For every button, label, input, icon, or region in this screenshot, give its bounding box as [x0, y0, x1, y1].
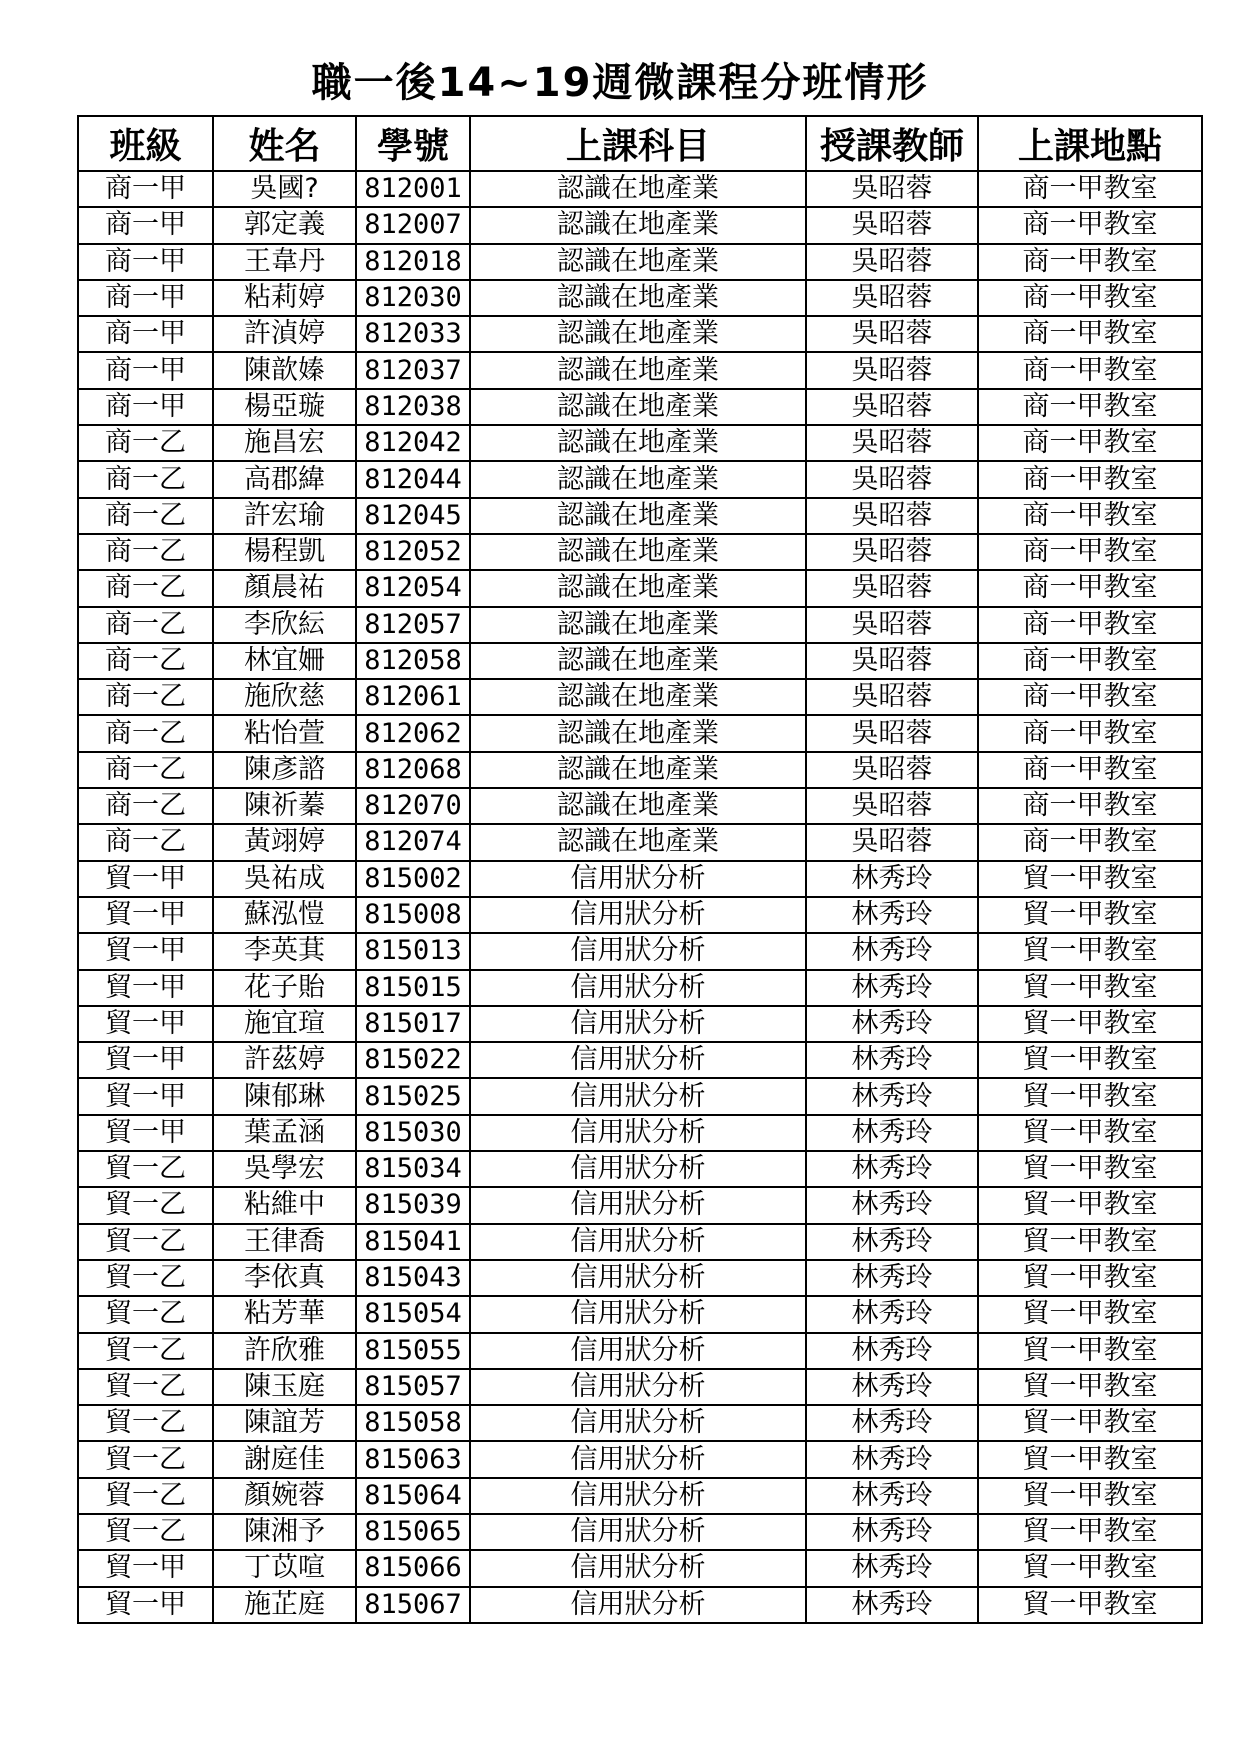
cell-student-id: 815043 [356, 1260, 470, 1296]
cell-subject: 認識在地產業 [470, 607, 806, 643]
cell-subject: 認識在地產業 [470, 352, 806, 388]
cell-student-id: 815065 [356, 1514, 470, 1550]
cell-teacher: 林秀玲 [806, 1514, 978, 1550]
cell-student-id: 815058 [356, 1405, 470, 1441]
cell-name: 王律喬 [213, 1224, 356, 1260]
cell-student-id: 815034 [356, 1151, 470, 1187]
cell-location: 商一甲教室 [978, 389, 1202, 425]
cell-class: 貿一甲 [78, 1115, 213, 1151]
cell-teacher: 林秀玲 [806, 1441, 978, 1477]
cell-location: 貿一甲教室 [978, 861, 1202, 897]
cell-class: 商一乙 [78, 788, 213, 824]
cell-subject: 信用狀分析 [470, 1587, 806, 1623]
table-row [78, 1333, 1202, 1369]
cell-teacher: 林秀玲 [806, 1187, 978, 1223]
cell-subject: 信用狀分析 [470, 1441, 806, 1477]
cell-location: 貿一甲教室 [978, 1187, 1202, 1223]
cell-location: 商一甲教室 [978, 643, 1202, 679]
cell-location: 貿一甲教室 [978, 1115, 1202, 1151]
cell-teacher: 林秀玲 [806, 1224, 978, 1260]
cell-subject: 認識在地產業 [470, 389, 806, 425]
cell-student-id: 815041 [356, 1224, 470, 1260]
cell-teacher: 林秀玲 [806, 970, 978, 1006]
cell-name: 許欣雅 [213, 1333, 356, 1369]
cell-student-id: 815030 [356, 1115, 470, 1151]
cell-teacher: 林秀玲 [806, 1078, 978, 1114]
table-row [78, 897, 1202, 933]
cell-location: 商一甲教室 [978, 244, 1202, 280]
cell-class: 商一甲 [78, 171, 213, 207]
cell-subject: 認識在地產業 [470, 280, 806, 316]
cell-student-id: 812037 [356, 352, 470, 388]
column-header-location: 上課地點 [978, 116, 1202, 171]
cell-subject: 認識在地產業 [470, 752, 806, 788]
cell-class: 貿一乙 [78, 1369, 213, 1405]
cell-class: 貿一甲 [78, 1006, 213, 1042]
table-row [78, 534, 1202, 570]
cell-class: 商一乙 [78, 824, 213, 860]
table-row [78, 1514, 1202, 1550]
cell-class: 貿一甲 [78, 1042, 213, 1078]
cell-class: 貿一甲 [78, 970, 213, 1006]
cell-class: 商一乙 [78, 607, 213, 643]
cell-class: 商一甲 [78, 244, 213, 280]
cell-location: 商一甲教室 [978, 679, 1202, 715]
cell-subject: 認識在地產業 [470, 643, 806, 679]
table-body [78, 171, 1202, 1623]
table-row [78, 1187, 1202, 1223]
table-row [78, 171, 1202, 207]
cell-class: 貿一乙 [78, 1151, 213, 1187]
cell-class: 貿一乙 [78, 1441, 213, 1477]
cell-student-id: 812030 [356, 280, 470, 316]
cell-location: 貿一甲教室 [978, 933, 1202, 969]
cell-teacher: 林秀玲 [806, 1296, 978, 1332]
cell-name: 楊亞璇 [213, 389, 356, 425]
table-row [78, 1151, 1202, 1187]
cell-teacher: 吳昭蓉 [806, 280, 978, 316]
cell-location: 商一甲教室 [978, 280, 1202, 316]
cell-teacher: 林秀玲 [806, 1260, 978, 1296]
cell-class: 商一乙 [78, 570, 213, 606]
cell-name: 許湞婷 [213, 316, 356, 352]
table-row [78, 1296, 1202, 1332]
table-row [78, 933, 1202, 969]
cell-name: 陳祈蓁 [213, 788, 356, 824]
cell-location: 商一甲教室 [978, 425, 1202, 461]
cell-name: 陳郁琳 [213, 1078, 356, 1114]
cell-name: 郭定義 [213, 207, 356, 243]
cell-location: 商一甲教室 [978, 824, 1202, 860]
cell-subject: 信用狀分析 [470, 1187, 806, 1223]
table-row [78, 1260, 1202, 1296]
cell-name: 李英萁 [213, 933, 356, 969]
cell-subject: 信用狀分析 [470, 861, 806, 897]
cell-name: 粘怡萱 [213, 715, 356, 751]
table-row [78, 425, 1202, 461]
cell-class: 商一乙 [78, 534, 213, 570]
cell-class: 貿一甲 [78, 933, 213, 969]
cell-location: 貿一甲教室 [978, 1441, 1202, 1477]
cell-location: 商一甲教室 [978, 715, 1202, 751]
table-row [78, 389, 1202, 425]
cell-teacher: 林秀玲 [806, 1042, 978, 1078]
table-row [78, 207, 1202, 243]
table-row [78, 352, 1202, 388]
table-row [78, 1478, 1202, 1514]
cell-class: 商一乙 [78, 643, 213, 679]
cell-location: 貿一甲教室 [978, 1296, 1202, 1332]
cell-student-id: 812038 [356, 389, 470, 425]
cell-location: 貿一甲教室 [978, 1587, 1202, 1623]
cell-student-id: 815055 [356, 1333, 470, 1369]
cell-location: 貿一甲教室 [978, 1405, 1202, 1441]
cell-location: 貿一甲教室 [978, 1369, 1202, 1405]
cell-location: 貿一甲教室 [978, 1042, 1202, 1078]
cell-name: 施芷庭 [213, 1587, 356, 1623]
table-row [78, 316, 1202, 352]
cell-teacher: 吳昭蓉 [806, 389, 978, 425]
cell-teacher: 吳昭蓉 [806, 207, 978, 243]
cell-teacher: 吳昭蓉 [806, 570, 978, 606]
cell-teacher: 吳昭蓉 [806, 824, 978, 860]
table-row [78, 607, 1202, 643]
cell-subject: 信用狀分析 [470, 897, 806, 933]
cell-student-id: 812052 [356, 534, 470, 570]
cell-subject: 信用狀分析 [470, 1478, 806, 1514]
cell-student-id: 812057 [356, 607, 470, 643]
cell-location: 貿一甲教室 [978, 1478, 1202, 1514]
table-row [78, 1078, 1202, 1114]
cell-name: 李欣紜 [213, 607, 356, 643]
table-row [78, 788, 1202, 824]
cell-name: 施宜瑄 [213, 1006, 356, 1042]
cell-student-id: 812062 [356, 715, 470, 751]
cell-subject: 信用狀分析 [470, 1078, 806, 1114]
cell-student-id: 815067 [356, 1587, 470, 1623]
table-row [78, 1006, 1202, 1042]
column-header-subject: 上課科目 [470, 116, 806, 171]
cell-name: 許宏瑜 [213, 498, 356, 534]
cell-name: 花子貽 [213, 970, 356, 1006]
cell-teacher: 吳昭蓉 [806, 643, 978, 679]
cell-name: 李依真 [213, 1260, 356, 1296]
cell-student-id: 812068 [356, 752, 470, 788]
table-row [78, 244, 1202, 280]
cell-teacher: 吳昭蓉 [806, 244, 978, 280]
cell-student-id: 815057 [356, 1369, 470, 1405]
cell-name: 陳玉庭 [213, 1369, 356, 1405]
cell-location: 貿一甲教室 [978, 1514, 1202, 1550]
cell-student-id: 812042 [356, 425, 470, 461]
cell-student-id: 812045 [356, 498, 470, 534]
cell-subject: 信用狀分析 [470, 1296, 806, 1332]
cell-class: 貿一乙 [78, 1260, 213, 1296]
table-row [78, 1441, 1202, 1477]
cell-class: 貿一甲 [78, 1078, 213, 1114]
cell-name: 葉孟涵 [213, 1115, 356, 1151]
cell-student-id: 815015 [356, 970, 470, 1006]
table-row [78, 1369, 1202, 1405]
cell-name: 陳歆嫀 [213, 352, 356, 388]
cell-student-id: 815017 [356, 1006, 470, 1042]
cell-class: 商一甲 [78, 280, 213, 316]
cell-student-id: 812001 [356, 171, 470, 207]
cell-name: 蘇泓愷 [213, 897, 356, 933]
table-row [78, 1405, 1202, 1441]
cell-name: 許茲婷 [213, 1042, 356, 1078]
column-header-teacher: 授課教師 [806, 116, 978, 171]
cell-location: 商一甲教室 [978, 607, 1202, 643]
cell-teacher: 林秀玲 [806, 1006, 978, 1042]
cell-name: 丁苡喧 [213, 1550, 356, 1586]
cell-teacher: 吳昭蓉 [806, 679, 978, 715]
cell-student-id: 812044 [356, 461, 470, 497]
table-row [78, 570, 1202, 606]
cell-location: 貿一甲教室 [978, 1078, 1202, 1114]
cell-subject: 認識在地產業 [470, 316, 806, 352]
cell-location: 貿一甲教室 [978, 1006, 1202, 1042]
cell-teacher: 林秀玲 [806, 1115, 978, 1151]
cell-subject: 認識在地產業 [470, 461, 806, 497]
cell-student-id: 815066 [356, 1550, 470, 1586]
cell-subject: 信用狀分析 [470, 1333, 806, 1369]
cell-location: 商一甲教室 [978, 352, 1202, 388]
cell-student-id: 815039 [356, 1187, 470, 1223]
table-row [78, 1550, 1202, 1586]
cell-student-id: 812018 [356, 244, 470, 280]
cell-student-id: 812033 [356, 316, 470, 352]
cell-subject: 信用狀分析 [470, 1514, 806, 1550]
cell-subject: 信用狀分析 [470, 970, 806, 1006]
cell-name: 陳彥諮 [213, 752, 356, 788]
cell-subject: 信用狀分析 [470, 1115, 806, 1151]
table-row [78, 824, 1202, 860]
cell-location: 貿一甲教室 [978, 1224, 1202, 1260]
cell-class: 商一乙 [78, 679, 213, 715]
cell-subject: 信用狀分析 [470, 1405, 806, 1441]
cell-class: 商一甲 [78, 389, 213, 425]
cell-teacher: 林秀玲 [806, 1405, 978, 1441]
table-row [78, 679, 1202, 715]
cell-subject: 認識在地產業 [470, 788, 806, 824]
cell-teacher: 吳昭蓉 [806, 752, 978, 788]
cell-student-id: 815063 [356, 1441, 470, 1477]
cell-class: 貿一乙 [78, 1514, 213, 1550]
cell-subject: 認識在地產業 [470, 679, 806, 715]
table-row [78, 1042, 1202, 1078]
cell-teacher: 林秀玲 [806, 1151, 978, 1187]
cell-name: 黃翊婷 [213, 824, 356, 860]
cell-student-id: 815054 [356, 1296, 470, 1332]
cell-class: 貿一甲 [78, 1587, 213, 1623]
table-row [78, 1587, 1202, 1623]
cell-class: 商一甲 [78, 207, 213, 243]
cell-subject: 信用狀分析 [470, 1151, 806, 1187]
cell-teacher: 吳昭蓉 [806, 607, 978, 643]
table-row [78, 280, 1202, 316]
cell-name: 粘莉婷 [213, 280, 356, 316]
table-row [78, 643, 1202, 679]
cell-location: 貿一甲教室 [978, 897, 1202, 933]
cell-name: 粘維中 [213, 1187, 356, 1223]
table-row [78, 498, 1202, 534]
cell-location: 商一甲教室 [978, 461, 1202, 497]
cell-subject: 信用狀分析 [470, 1260, 806, 1296]
cell-subject: 認識在地產業 [470, 171, 806, 207]
cell-class: 商一乙 [78, 498, 213, 534]
cell-name: 吳國? [213, 171, 356, 207]
table-row [78, 1115, 1202, 1151]
cell-class: 商一甲 [78, 316, 213, 352]
cell-location: 貿一甲教室 [978, 1260, 1202, 1296]
cell-student-id: 815008 [356, 897, 470, 933]
cell-subject: 認識在地產業 [470, 498, 806, 534]
cell-teacher: 林秀玲 [806, 1550, 978, 1586]
cell-class: 貿一乙 [78, 1333, 213, 1369]
cell-location: 貿一甲教室 [978, 1151, 1202, 1187]
cell-location: 貿一甲教室 [978, 1333, 1202, 1369]
cell-teacher: 林秀玲 [806, 1369, 978, 1405]
table-row [78, 715, 1202, 751]
cell-name: 吳學宏 [213, 1151, 356, 1187]
table-row [78, 1224, 1202, 1260]
cell-name: 粘芳華 [213, 1296, 356, 1332]
cell-class: 商一乙 [78, 752, 213, 788]
column-header-student-id: 學號 [356, 116, 470, 171]
cell-student-id: 815002 [356, 861, 470, 897]
cell-student-id: 815064 [356, 1478, 470, 1514]
table-row [78, 461, 1202, 497]
cell-name: 施昌宏 [213, 425, 356, 461]
cell-student-id: 812058 [356, 643, 470, 679]
cell-name: 楊程凱 [213, 534, 356, 570]
cell-name: 陳湘予 [213, 1514, 356, 1550]
cell-student-id: 812007 [356, 207, 470, 243]
cell-student-id: 815025 [356, 1078, 470, 1114]
cell-teacher: 吳昭蓉 [806, 498, 978, 534]
cell-teacher: 林秀玲 [806, 1333, 978, 1369]
cell-subject: 認識在地產業 [470, 207, 806, 243]
column-header-name: 姓名 [213, 116, 356, 171]
cell-student-id: 812074 [356, 824, 470, 860]
cell-student-id: 812070 [356, 788, 470, 824]
cell-location: 商一甲教室 [978, 498, 1202, 534]
cell-class: 貿一乙 [78, 1187, 213, 1223]
cell-location: 商一甲教室 [978, 788, 1202, 824]
cell-student-id: 812054 [356, 570, 470, 606]
cell-teacher: 吳昭蓉 [806, 316, 978, 352]
cell-name: 陳誼芳 [213, 1405, 356, 1441]
cell-name: 高郡緯 [213, 461, 356, 497]
cell-class: 貿一甲 [78, 861, 213, 897]
cell-subject: 信用狀分析 [470, 1042, 806, 1078]
cell-teacher: 林秀玲 [806, 933, 978, 969]
cell-subject: 認識在地產業 [470, 824, 806, 860]
cell-student-id: 812061 [356, 679, 470, 715]
cell-teacher: 林秀玲 [806, 861, 978, 897]
cell-class: 貿一乙 [78, 1224, 213, 1260]
cell-subject: 信用狀分析 [470, 1224, 806, 1260]
document-title: 職一後14~19週微課程分班情形 [311, 60, 929, 106]
cell-student-id: 815013 [356, 933, 470, 969]
cell-student-id: 815022 [356, 1042, 470, 1078]
cell-subject: 信用狀分析 [470, 1550, 806, 1586]
class-assignment-table [77, 115, 1203, 1624]
cell-name: 施欣慈 [213, 679, 356, 715]
cell-class: 商一甲 [78, 352, 213, 388]
cell-class: 商一乙 [78, 425, 213, 461]
cell-subject: 信用狀分析 [470, 933, 806, 969]
cell-name: 林宜姍 [213, 643, 356, 679]
cell-subject: 認識在地產業 [470, 244, 806, 280]
table-row [78, 752, 1202, 788]
cell-teacher: 吳昭蓉 [806, 171, 978, 207]
table-row [78, 970, 1202, 1006]
cell-class: 貿一乙 [78, 1296, 213, 1332]
cell-name: 吳祐成 [213, 861, 356, 897]
cell-teacher: 吳昭蓉 [806, 461, 978, 497]
table-row [78, 861, 1202, 897]
cell-subject: 認識在地產業 [470, 570, 806, 606]
cell-location: 貿一甲教室 [978, 970, 1202, 1006]
cell-teacher: 吳昭蓉 [806, 352, 978, 388]
cell-teacher: 吳昭蓉 [806, 788, 978, 824]
cell-subject: 認識在地產業 [470, 425, 806, 461]
cell-name: 顏婉蓉 [213, 1478, 356, 1514]
cell-location: 商一甲教室 [978, 171, 1202, 207]
cell-teacher: 吳昭蓉 [806, 534, 978, 570]
cell-location: 商一甲教室 [978, 207, 1202, 243]
cell-class: 貿一甲 [78, 1550, 213, 1586]
cell-location: 商一甲教室 [978, 752, 1202, 788]
cell-class: 商一乙 [78, 461, 213, 497]
cell-teacher: 林秀玲 [806, 897, 978, 933]
cell-teacher: 林秀玲 [806, 1478, 978, 1514]
cell-class: 商一乙 [78, 715, 213, 751]
cell-class: 貿一乙 [78, 1405, 213, 1441]
cell-subject: 認識在地產業 [470, 715, 806, 751]
cell-subject: 信用狀分析 [470, 1369, 806, 1405]
cell-location: 商一甲教室 [978, 316, 1202, 352]
cell-location: 商一甲教室 [978, 570, 1202, 606]
table-header-row [78, 116, 1202, 171]
cell-teacher: 吳昭蓉 [806, 425, 978, 461]
cell-location: 貿一甲教室 [978, 1550, 1202, 1586]
cell-location: 商一甲教室 [978, 534, 1202, 570]
column-header-class: 班級 [78, 116, 213, 171]
cell-teacher: 林秀玲 [806, 1587, 978, 1623]
cell-name: 王韋丹 [213, 244, 356, 280]
cell-class: 貿一甲 [78, 897, 213, 933]
cell-teacher: 吳昭蓉 [806, 715, 978, 751]
cell-name: 謝庭佳 [213, 1441, 356, 1477]
cell-subject: 信用狀分析 [470, 1006, 806, 1042]
cell-name: 顏晨祐 [213, 570, 356, 606]
cell-subject: 認識在地產業 [470, 534, 806, 570]
cell-class: 貿一乙 [78, 1478, 213, 1514]
